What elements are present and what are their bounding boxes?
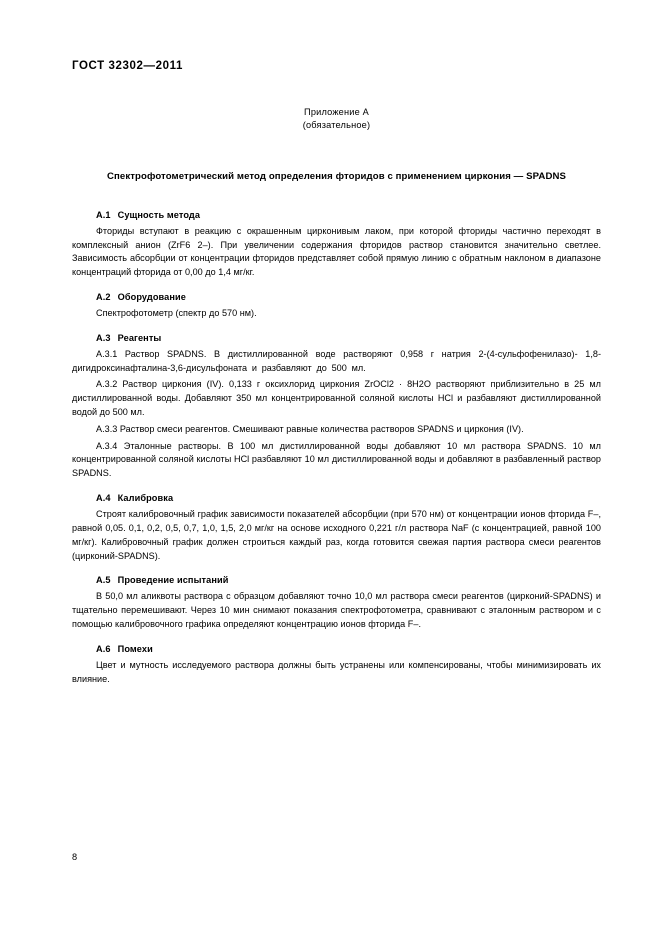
section-a3-paragraph-3: А.3.3 Раствор смеси реагентов. Смешивают равные количества растворов SPADNS и циркония (IV). (96, 423, 524, 434)
appendix-line-1: Приложение А (304, 107, 369, 117)
section-title-a1: Сущность метода (117, 209, 201, 220)
section-number-a2: А.2 (96, 291, 111, 302)
section-heading-a3 (72, 333, 601, 343)
section-a3-paragraph-1: А.3.1 Раствор SPADNS. В дистиллированной воде растворяют 0,958 г натрия 2-(4-сульфофенилазо)- 1,8-дигидроксинафталина-3,6-дисульфоната и разбавляют до 500 мл. (72, 348, 601, 373)
section-title-a4: Калибровка (117, 493, 174, 504)
section-number-a1: А.1 (96, 209, 111, 220)
section-title-a5: Проведение испытаний (117, 575, 229, 586)
section-number-a6: А.6 (96, 643, 111, 654)
section-a5-paragraph-1: В 50,0 мл аликвоты раствора с образцом добавляют точно 10,0 мл раствора смеси реагентов (цирконий-SPADNS) и тщательно перемешивают. Через 10 мин снимают показания спектрофотометра, сравнивают с эталонным раствором и с помощью калибровочного графика определяют концентрацию ионов фторида F–. (72, 591, 601, 629)
section-a3-paragraph-4: А.3.4 Эталонные растворы. В 100 мл дистиллированной воды добавляют 10 мл раствора SPADNS. 10 мл концентрированной соляной кислоты HCl разбавляют 10 мл дистиллированной воды и добавляют в разбавленный раствор SPADNS. (72, 440, 601, 479)
section-heading-a5 (72, 575, 601, 585)
appendix-line-2: (обязательное) (302, 120, 371, 131)
section-number-a4: А.4 (96, 493, 111, 504)
section-number-a3: А.3 (96, 332, 111, 343)
page-title: Спектрофотометрический метод определения фторидов с применением циркония — SPADNS (106, 170, 567, 182)
section-a1-paragraph-1: Фториды вступают в реакцию с окрашенным цирконивым лаком, при которой фториды частично переходят в комплексный анион (ZrF6 2–). При увеличении содержания фторидов раствор становится значительно светлее. Зависимость абсорбции от концентрации фторидов представляет собой прямую линию с обратным наклоном в диапазоне концентраций фторида от 0,00 до 1,4 мг/кг. (72, 225, 601, 278)
section-heading-a4 (72, 493, 601, 503)
section-number-a5: А.5 (96, 575, 111, 586)
section-title-a6: Помехи (117, 643, 153, 654)
section-a6-paragraph-1: Цвет и мутность исследуемого раствора должны быть устранены или компенсированы, чтобы минимизировать их влияние. (72, 659, 601, 684)
document-header: ГОСТ 32302—2011 (72, 60, 183, 72)
section-a2-paragraph-1: Спектрофотометр (спектр до 570 нм). (96, 307, 257, 318)
section-heading-a2 (72, 292, 601, 302)
section-a4-paragraph-1: Строят калибровочный график зависимости показателей абсорбции (при 570 нм) от концентрации ионов фторида F–, равной 0,05. 0,1, 0,2, 0,5, 0,7, 1,0, 1,5, 2,0 мг/кг на основе исходного 0,221 г/л раствора NaF (с концентрацией, равной 100 мг/кг). Калибровочный график должен строиться каждый раз, когда готовится свежая партия раствора смеси реагентов (цирконий-SPADNS). (72, 509, 601, 561)
page-number: 8 (72, 852, 78, 862)
section-heading-a1 (72, 210, 601, 220)
section-a3-paragraph-2: А.3.2 Раствор циркония (IV). 0,133 г оксихлорид циркония ZrOCl2 · 8H2O растворяют приблизительно в 25 мл дистиллированной воды. Добавляют 350 мл концентрированной соляной кислоты HCl и разбавляют дистиллированной водой до 500 мл. (72, 379, 601, 417)
appendix-label (72, 106, 601, 133)
section-title-a3: Реагенты (117, 332, 162, 343)
section-heading-a6 (72, 644, 601, 654)
section-title-a2: Оборудование (117, 291, 187, 302)
